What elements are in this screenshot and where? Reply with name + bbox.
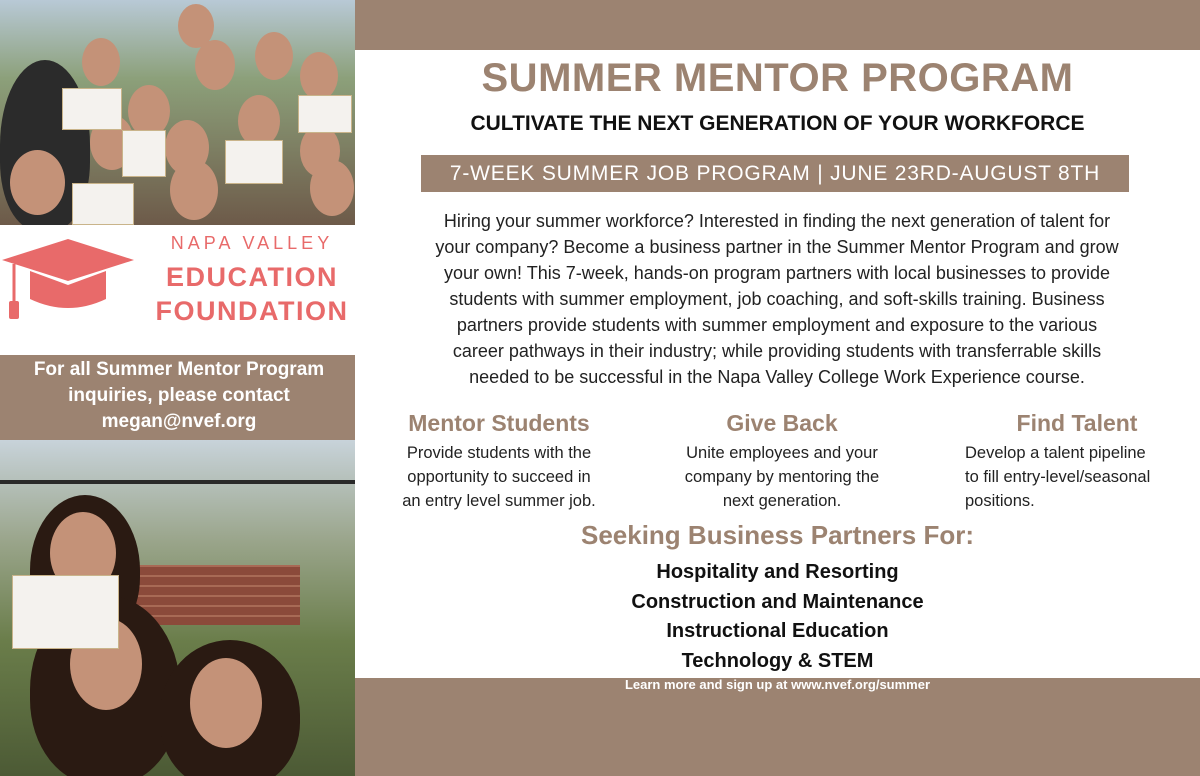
signup-footer: Learn more and sign up at www.nvef.org/summer — [355, 678, 1200, 699]
intro-line: your own! This 7-week, hands-on program partners with local businesses to provide — [444, 263, 1110, 283]
railing — [0, 480, 355, 484]
students-photo — [0, 440, 355, 776]
certificate — [225, 140, 283, 184]
intro-line: your company? Become a business partner in the Summer Mentor Program and grow — [435, 237, 1119, 257]
contact-email: megan@nvef.org — [101, 411, 257, 432]
certificate — [62, 88, 122, 130]
brick-wall — [130, 565, 300, 625]
sector-item: Instructional Education — [666, 620, 889, 642]
certificate — [298, 95, 352, 133]
logo-panel — [0, 225, 355, 355]
seeking-heading: Seeking Business Partners For: — [580, 520, 975, 550]
column-line: Unite employees and your — [686, 444, 878, 462]
column-heading: Mentor Students — [408, 410, 590, 436]
graduation-cap-icon — [2, 239, 134, 319]
intro-paragraph — [377, 208, 1177, 390]
column-line: next generation. — [722, 492, 842, 510]
person-face — [10, 150, 65, 215]
student-group-photo — [0, 0, 355, 225]
intro-line: career pathways in their industry; while providing students with transferrable skills — [452, 341, 1102, 361]
program-dates-band: 7-WEEK SUMMER JOB PROGRAM | JUNE 23RD-AUGUST 8TH — [421, 155, 1129, 192]
logo-line-1: NAPA VALLEY — [170, 233, 334, 253]
person-face — [195, 40, 235, 90]
person-face — [170, 160, 218, 220]
column-line: Provide students with the — [406, 444, 592, 462]
contact-box — [0, 355, 358, 440]
logo-line-3: FOUNDATION — [155, 296, 349, 326]
intro-line: needed to be successful in the Napa Valley College Work Experience course. — [469, 367, 1085, 387]
sector-item: Hospitality and Resorting — [656, 561, 899, 583]
column-line: positions. — [965, 492, 1035, 510]
give-back-column — [662, 410, 902, 513]
column-text — [961, 441, 1193, 513]
page-title: SUMMER MENTOR PROGRAM — [481, 56, 1074, 100]
find-talent-column — [961, 410, 1193, 513]
sector-item: Construction and Maintenance — [631, 590, 924, 613]
column-line: to fill entry-level/seasonal — [965, 468, 1151, 486]
person-face — [310, 160, 354, 216]
column-line: Develop a talent pipeline — [965, 444, 1146, 462]
certificate — [72, 183, 134, 225]
page-subtitle: CULTIVATE THE NEXT GENERATION OF YOUR WORKFORCE — [470, 112, 1085, 135]
person-face — [300, 52, 338, 100]
person-face — [82, 38, 120, 86]
intro-line: students with summer employment, job coaching, and soft-skills training. Business — [449, 289, 1105, 309]
intro-line: Hiring your summer workforce? Interested in finding the next generation of talent for — [443, 211, 1111, 231]
column-text — [383, 441, 615, 513]
column-line: opportunity to succeed in — [407, 468, 591, 486]
person-face — [255, 32, 293, 80]
certificate — [122, 130, 166, 177]
sector-item: Technology & STEM — [681, 649, 874, 672]
column-line: company by mentoring the — [684, 468, 880, 486]
main-panel — [355, 50, 1200, 678]
logo-line-2: EDUCATION — [166, 262, 338, 292]
mentor-students-column — [383, 410, 615, 513]
column-line: an entry level summer job. — [402, 492, 596, 510]
sector-list — [355, 558, 1200, 676]
contact-line-2: inquiries, please contact — [68, 385, 290, 406]
person-face — [190, 658, 262, 748]
certificate — [12, 575, 119, 649]
intro-line: partners provide students with summer employment and exposure to the various — [456, 315, 1098, 335]
nvef-logo — [0, 225, 355, 355]
contact-line-1: For all Summer Mentor Program — [33, 359, 325, 380]
column-heading: Find Talent — [1016, 410, 1138, 436]
column-text — [662, 441, 902, 513]
column-heading: Give Back — [726, 410, 838, 436]
